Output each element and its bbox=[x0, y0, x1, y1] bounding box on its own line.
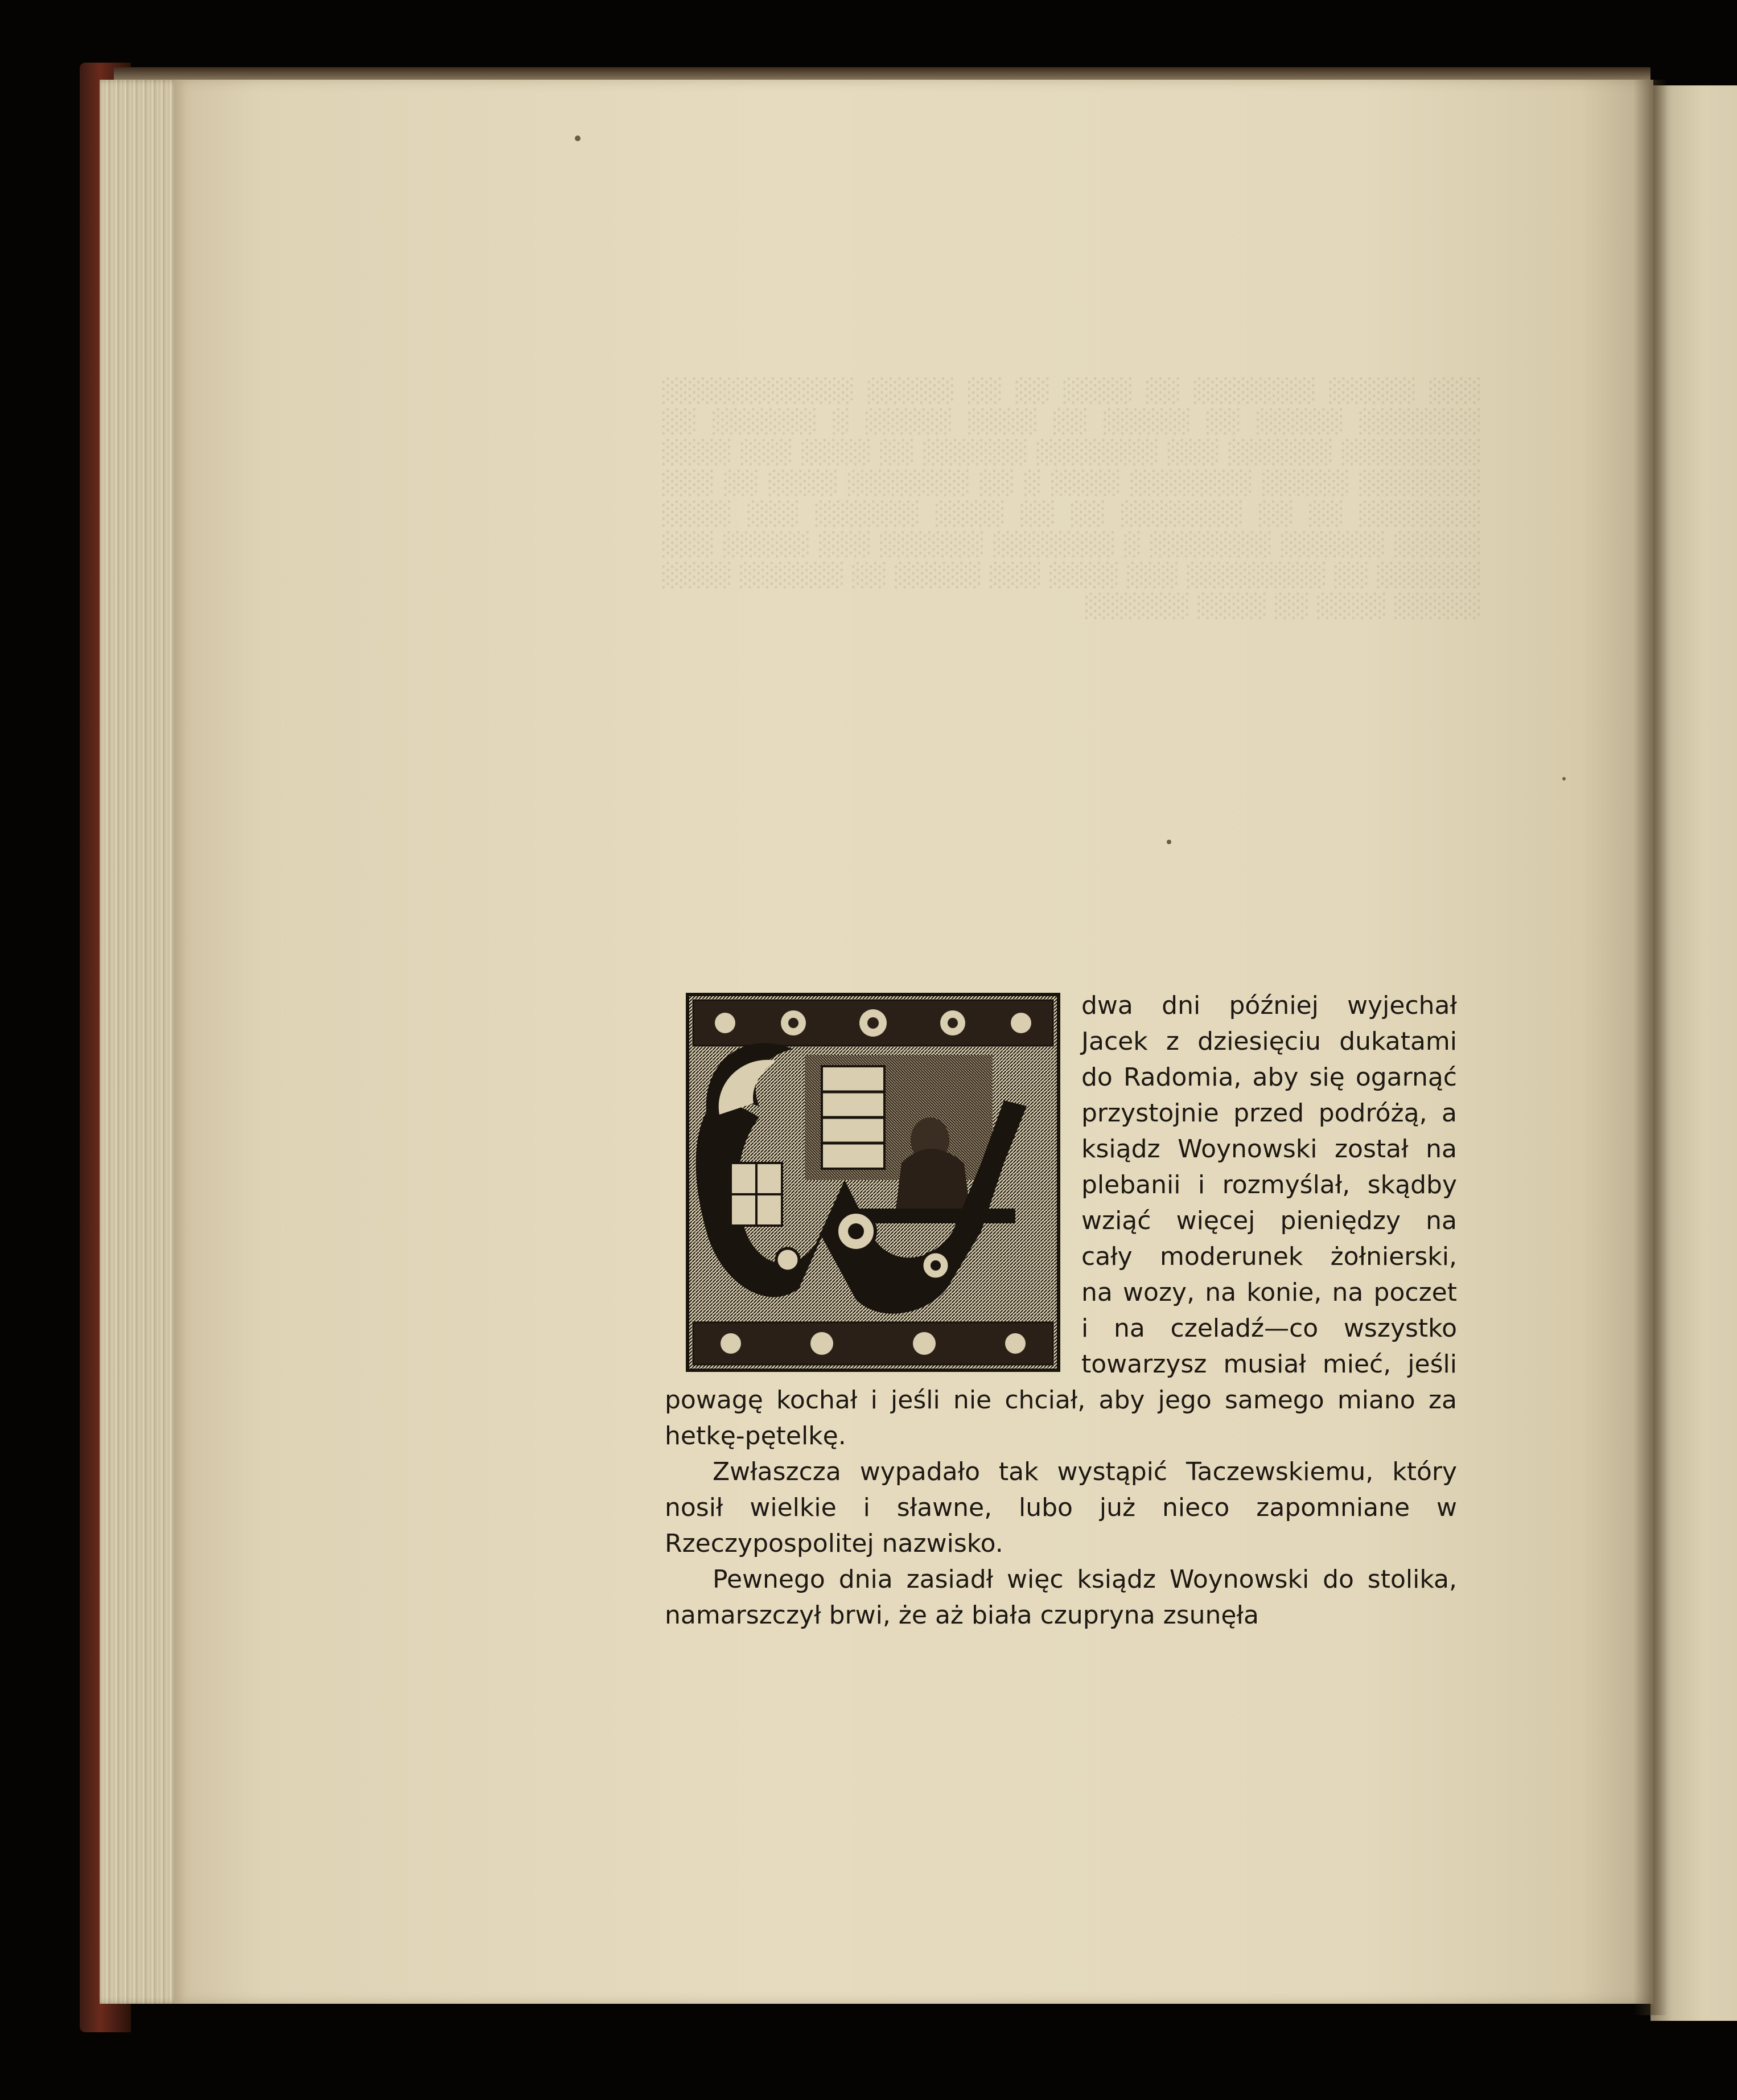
paragraph: dwa dni później wyjechał Jacek z dziesięciu dukatami do Radomia, aby się ogarnąć przystojnie przed podróżą, a ksiądz Woynowski został na plebanii i rozmyślał, skądby wziąć więcej pieniędzy na cały moderunek żołnierski, na wozy, na konie, na poczet i na czeladź—co wszystko towarzysz musiał mieć, jeśli powagę kochał i jeśli nie chciał, aby jego samego miano za hetkę-pętelkę. bbox=[665, 991, 1457, 1450]
page-gutter bbox=[1633, 80, 1668, 2015]
illustrated-initial-w bbox=[685, 992, 1061, 1372]
paper-speck bbox=[1167, 840, 1171, 844]
paper-speck bbox=[575, 135, 581, 141]
paragraph: Zwłaszcza wypadało tak wystąpić Taczewskiemu, który nosił wielkie i sławne, lubo już nieco zapomniane w Rzeczypospolitej nazwisko. bbox=[665, 1457, 1457, 1558]
text-block bbox=[665, 988, 1457, 1633]
paragraph: Pewnego dnia zasiadł więc ksiądz Woynowski do stolika, namarszczył brwi, że aż biała czupryna zsunęła bbox=[665, 1565, 1457, 1630]
page-edges-stack bbox=[100, 80, 185, 2004]
bleed-through-text: ░░░ ░░░░░ ░░░░░░░ ░░ ░░░░ ░░ ░░ ░░░░░ ░░░░░░░░░░░ ░░░░░░░ ░░░░░ ░░ ░░░░░ ░░ ░░░░ ░░░░░ ░ ░░░░░░ ░░ ░░░░░░░░ ░░░░░░ ░░░ ░░░░░░░ ░░░░░░ ░░ ░░░░ ░░░ ░░░░ ░░░░░░░ ░░░░░ ░░░░░░░ ░░░░ ░ ░░ ░░░░░░░ ░░░░ ░░ ░░░ ░░░░░░░ ░░ ░░ ░░░░░░░ ░░ ░░ ░░░░ ░░░░░░ ░░░ ░░░░ ░░░░░ ░░░░░░ ░░░░░░░ ░ ░░░░░░░ ░░░░░░ ░░░ ░░░░░ ░░░ ░░░░░░ ░░ ░░░░░░░░ ░░░ ░░░░ ░░░ ░░░░░ ░░ ░░░░░░ ░░░░ ░░░░░ ░░░░ ░░ ░░░░ ░░░░░░ bbox=[660, 378, 1480, 619]
decorated-initial-illustration bbox=[685, 992, 1061, 1372]
paper-speck bbox=[1562, 777, 1566, 780]
